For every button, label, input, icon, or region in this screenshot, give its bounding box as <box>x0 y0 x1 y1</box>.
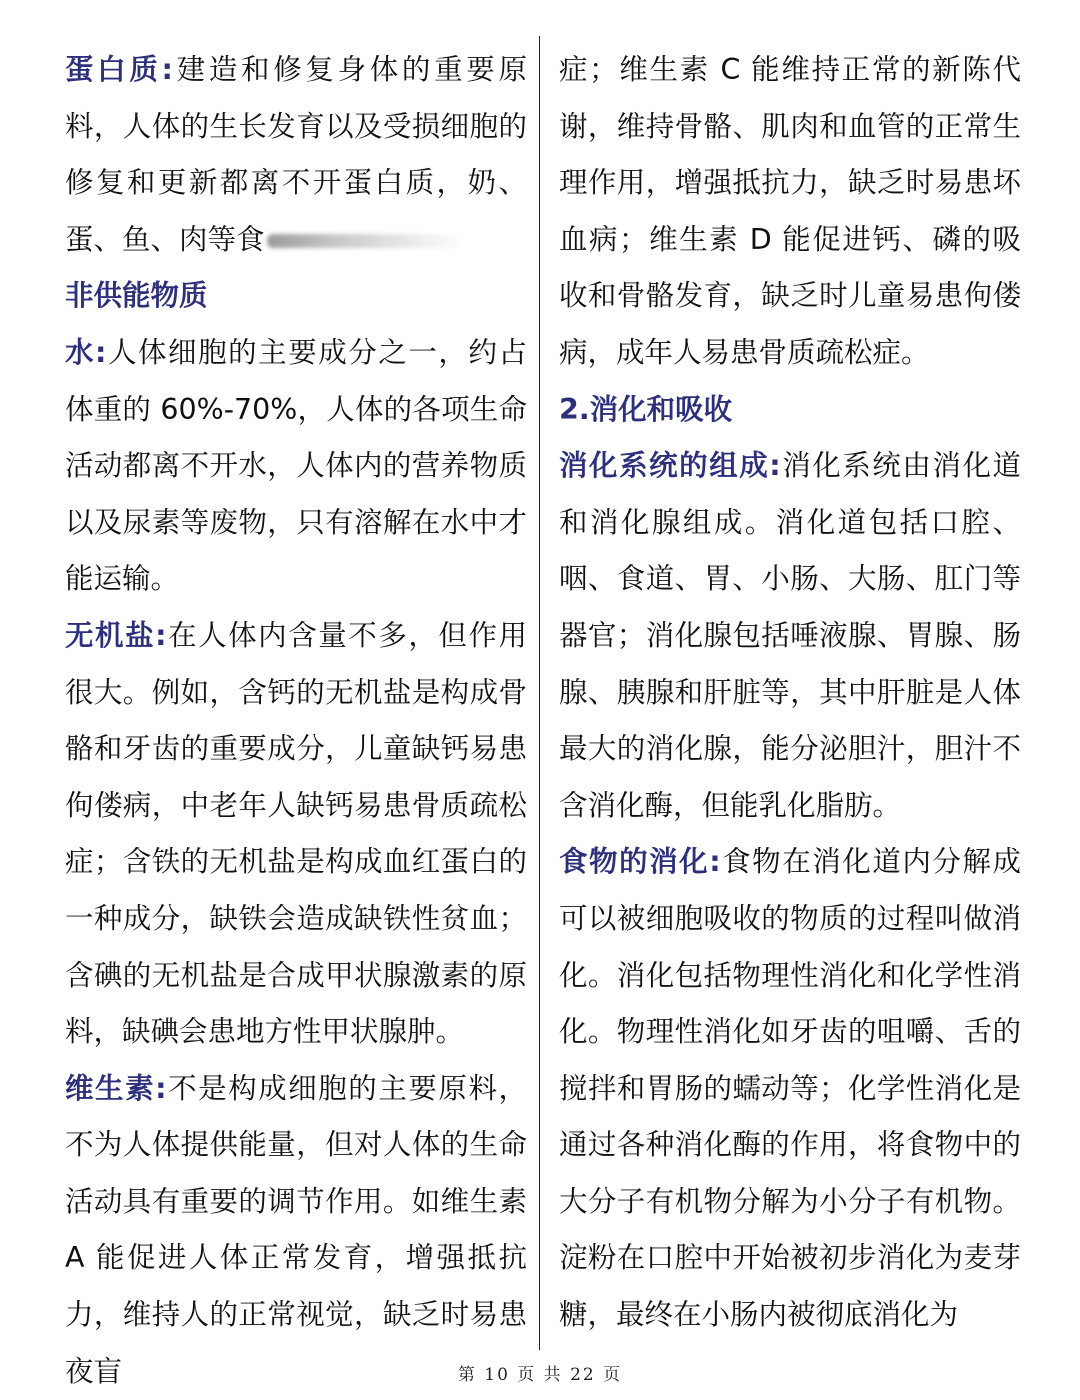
food-digestion-term: 食物的消化: <box>559 845 721 879</box>
digestive-system-text: 消化系统由消化道和消化腺组成。消化道包括口腔、咽、食道、胃、小肠、大肠、肛门等器官；消化腺包括唾液腺、胃腺、肠腺、胰腺和肝脏等，其中肝脏是人体最大的消化腺，能分泌胆汁，胆汁不含消化酶，但能乳化脂肪。 <box>559 449 1021 822</box>
protein-term: 蛋白质: <box>65 53 173 86</box>
vitamin-paragraph <box>65 1061 527 1400</box>
water-text: 人体细胞的主要成分之一，约占体重的 60%-70%，人体的各项生命活动都离不开水，人体内的营养物质以及尿素等废物，只有溶解在水中才能运输。 <box>65 335 527 596</box>
left-column <box>65 42 527 1400</box>
protein-text: 建造和修复身体的重要原料，人体的生长发育以及受损细胞的修复和更新都离不开蛋白质，奶、蛋、鱼、肉等食 <box>65 53 527 256</box>
water-paragraph <box>65 325 527 608</box>
section-heading-digestion: 2.消化和吸收 <box>559 392 733 426</box>
right-column <box>559 42 1021 1344</box>
blurred-text-redaction <box>267 234 467 248</box>
water-term: 水: <box>65 335 107 369</box>
vitamin-term: 维生素: <box>65 1071 167 1105</box>
non-energy-heading: 非供能物质 <box>65 279 208 313</box>
mineral-text: 在人体内含量不多，但作用很大。例如，含钙的无机盐是构成骨骼和牙齿的重要成分，儿童缺钙易患佝偻病，中老年人缺钙易患骨质疏松症；含铁的无机盐是构成血红蛋白的一种成分，缺铁会造成缺铁性贫血；含碘的无机盐是合成甲状腺激素的原料，缺碘会患地方性甲状腺肿。 <box>65 618 527 1049</box>
column-divider <box>539 36 540 1350</box>
page-footer: 第 10 页 共 22 页 <box>457 1365 623 1385</box>
protein-paragraph <box>65 42 527 268</box>
vitamin-continuation: 症；维生素 C 能维持正常的新陈代谢，维持骨骼、肌肉和血管的正常生理作用，增强抵抗力，缺乏时易患坏血病；维生素 D 能促进钙、磷的吸收和骨骼发育，缺乏时儿童易患佝偻病，成年人易患骨质疏松症。 <box>559 53 1021 369</box>
digestive-system-term: 消化系统的组成: <box>559 449 781 483</box>
mineral-paragraph <box>65 608 527 1061</box>
food-digestion-paragraph <box>559 834 1021 1343</box>
vitamin-text: 不是构成细胞的主要原料，不为人体提供能量，但对人体的生命活动具有重要的调节作用。如维生素 A 能促进人体正常发育，增强抵抗力，维持人的正常视觉，缺乏时易患夜盲 <box>65 1071 527 1388</box>
digestive-system-paragraph <box>559 438 1021 834</box>
food-digestion-text: 食物在消化道内分解成可以被细胞吸收的物质的过程叫做消化。消化包括物理性消化和化学性消化。物理性消化如牙齿的咀嚼、舌的搅拌和胃肠的蠕动等；化学性消化是通过各种消化酶的作用，将食物中的大分子有机物分解为小分子有机物。淀粉在口腔中开始被初步消化为麦芽糖，最终在小肠内被彻底消化为 <box>559 845 1021 1332</box>
mineral-term: 无机盐: <box>65 618 167 652</box>
